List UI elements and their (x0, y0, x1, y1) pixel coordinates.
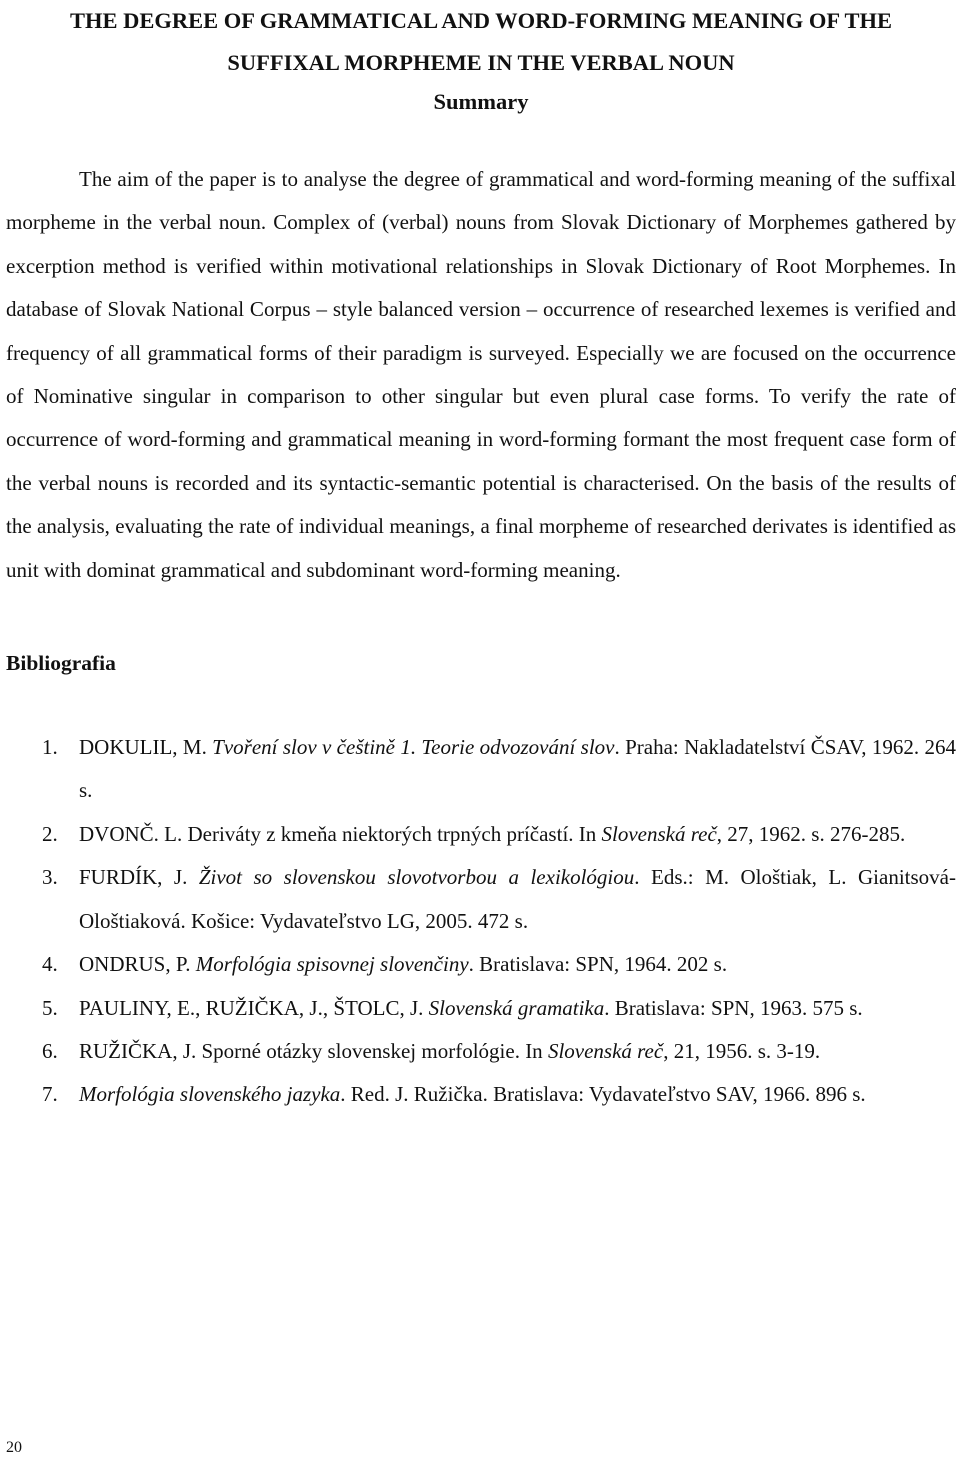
bibliography-entry (6, 1073, 956, 1116)
paper-title-line-2: SUFFIXAL MORPHEME IN THE VERBAL NOUN (227, 50, 735, 75)
entry-title: Morfológia slovenského jazyka (79, 1082, 341, 1107)
bibliography-entry (6, 1030, 956, 1073)
entry-number: 7. (42, 1082, 58, 1107)
entry-publication: , 27, 1962. s. 276-285. (716, 821, 906, 846)
entry-title: Slovenská reč (601, 821, 717, 846)
summary-heading: Summary (433, 89, 529, 114)
bibliography-list (6, 726, 956, 1117)
entry-number: 6. (42, 1038, 58, 1063)
entry-publication: . Red. J. Ružička. Bratislava: Vydavateľstvo SAV, 1966. 896 s. (340, 1082, 866, 1107)
entry-publication: . Praha: Nakladatelství ČSAV, 1962. 264 s. (79, 735, 956, 803)
entry-publication: . Bratislava: SPN, 1963. 575 s. (604, 995, 863, 1020)
entry-number: 1. (42, 735, 58, 760)
entry-authors: FURDÍK, J. (79, 865, 199, 890)
entry-title: Život so slovenskou slovotvorbou a lexikológiou (198, 865, 635, 890)
bibliography-entry (6, 726, 956, 813)
bibliography-entry (6, 987, 956, 1030)
document-page (6, 0, 956, 1117)
paper-title (6, 0, 956, 84)
entry-authors: ONDRUS, P. (79, 952, 196, 977)
entry-number: 3. (42, 865, 58, 890)
entry-authors: DOKULIL, M. (79, 735, 213, 760)
bibliography-heading: Bibliografia (6, 651, 116, 676)
entry-number: 5. (42, 995, 58, 1020)
entry-number: 4. (42, 952, 58, 977)
entry-title: Morfológia spisovnej slovenčiny (195, 952, 469, 977)
entry-publication: . Eds.: M. Ološtiak, L. Gianitsová-Ološtiaková. Košice: Vydavateľstvo LG, 2005. 472 s. (79, 865, 956, 933)
entry-publication: . Bratislava: SPN, 1964. 202 s. (468, 952, 728, 977)
page-number: 20 (6, 1439, 22, 1456)
entry-publication: , 21, 1956. s. 3-19. (663, 1038, 821, 1063)
entry-title: Slovenská gramatika (428, 995, 605, 1020)
bibliography-entry (6, 943, 956, 986)
paper-title-line-1: THE DEGREE OF GRAMMATICAL AND WORD-FORMING MEANING OF THE (69, 8, 893, 33)
entry-authors: DVONČ. L. Deriváty z kmeňa niektorých trpných príčastí. In (79, 821, 602, 846)
summary-paragraph: The aim of the paper is to analyse the degree of grammatical and word-forming meaning of the suffixal morpheme in the verbal noun. Complex of (verbal) nouns from Slovak Dictionary of Morphemes gathered by excerption method is verified within motivational relationships in Slovak Dictionary of Root Morphemes. In database of Slovak National Corpus – style balanced version – occurrence of researched lexemes is verified and frequency of all grammatical forms of their paradigm is surveyed. Especially we are focused on the occurrence of Nominative singular in comparison to other singular but even plural case forms. To verify the rate of occurrence of word-forming and grammatical meaning in word-forming formant the most frequent case form of the verbal nouns is recorded and its syntactic-semantic potential is characterised. On the basis of the results of the analysis, evaluating the rate of individual meanings, a final morpheme of researched derivates is identified as unit with dominat grammatical and subdominant word-forming meaning. (6, 167, 956, 582)
entry-number: 2. (42, 821, 58, 846)
entry-authors: PAULINY, E., RUŽIČKA, J., ŠTOLC, J. (79, 995, 429, 1020)
entry-authors: RUŽIČKA, J. Sporné otázky slovenskej morfológie. In (79, 1038, 548, 1063)
bibliography-entry (6, 813, 956, 856)
entry-title: Slovenská reč (547, 1038, 664, 1063)
bibliography-entry (6, 856, 956, 943)
entry-title: Tvoření slov v češtině 1. Teorie odvozování slov (212, 735, 615, 760)
